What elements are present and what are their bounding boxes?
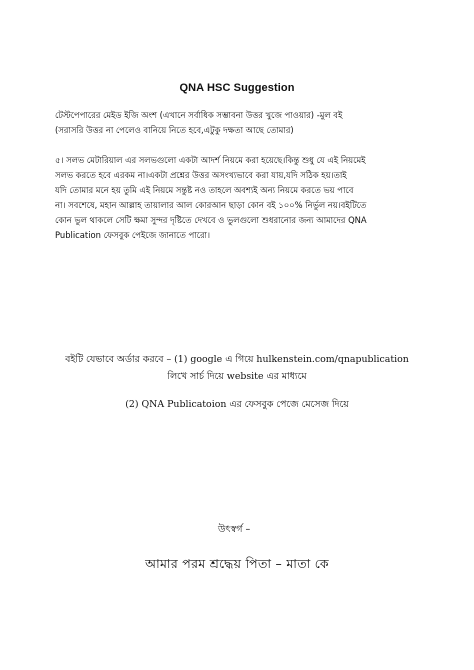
order-line-google: বইটি যেভাবে অর্ডার করবে – (1) google এ গিয়ে hulkenstein.com/qnapublication [65, 354, 409, 365]
paragraph-line: (সরাসরি উত্তর না পেলেও বানিয়ে নিতে হবে,এটুকু দক্ষতা আছে তোমার) [55, 125, 294, 135]
paragraph-makeeasy [55, 108, 429, 138]
paragraph-line: কোন ভুল থাকলে সেটি ক্ষমা সুন্দর দৃষ্টিতে দেখবে ও ভুলগুলো শুধরানোর জন্য আমাদের QNA [55, 215, 367, 225]
paragraph-line: ৫। সলভ মেটারিয়াল এর সলভগুলো একটা আদর্শ নিয়মে করা হয়েছে।কিন্তু শুধু যে এই নিয়মেই [55, 155, 366, 165]
paragraph-line: Publication ফেসবুক পেইজে জানাতে পারো। [55, 230, 210, 240]
order-line-facebook: (2) QNA Publicatoion এর ফেসবুক পেজে মেসেজ দিয়ে [125, 399, 349, 410]
dedication-label: উৎস্বর্গ – [218, 524, 251, 535]
paragraph-solve-material [55, 153, 429, 243]
paragraph-line: টেস্টপেপারের মেইড ইজি অংশ (এখানে সর্বাধিক সম্ভাবনা উত্তর খুজে পাওয়ার) -মুল বই [55, 110, 343, 120]
paragraph-line: সলভ করতে হবে এরকম না।একটা প্রশ্নের উত্তর অসংখ্যভাবে করা যায়,যদি সঠিক হয়।তাই [55, 170, 347, 180]
paragraph-line: যদি তোমার মনে হয় তুমি এই নিয়মে সন্তুষ্ট নও তাহলে অবশ্যই অন্য নিয়মে করতে ভয় পাবে [55, 185, 354, 195]
paragraph-line: না। সবশেষে, মহান আল্লাহ তায়ালার আল কোরআন ছাড়া কোন বই ১০০% নির্ভুল নয়।বইটিতে [55, 200, 367, 210]
order-instructions [0, 351, 474, 413]
dedication-text: আমার পরম শ্রদ্ধেয় পিতা – মাতা কে [145, 556, 329, 571]
document-title: QNA HSC Suggestion [179, 82, 295, 94]
order-line-website: লিখে সার্চ দিয়ে website এর মাধ্যমে [167, 371, 307, 382]
